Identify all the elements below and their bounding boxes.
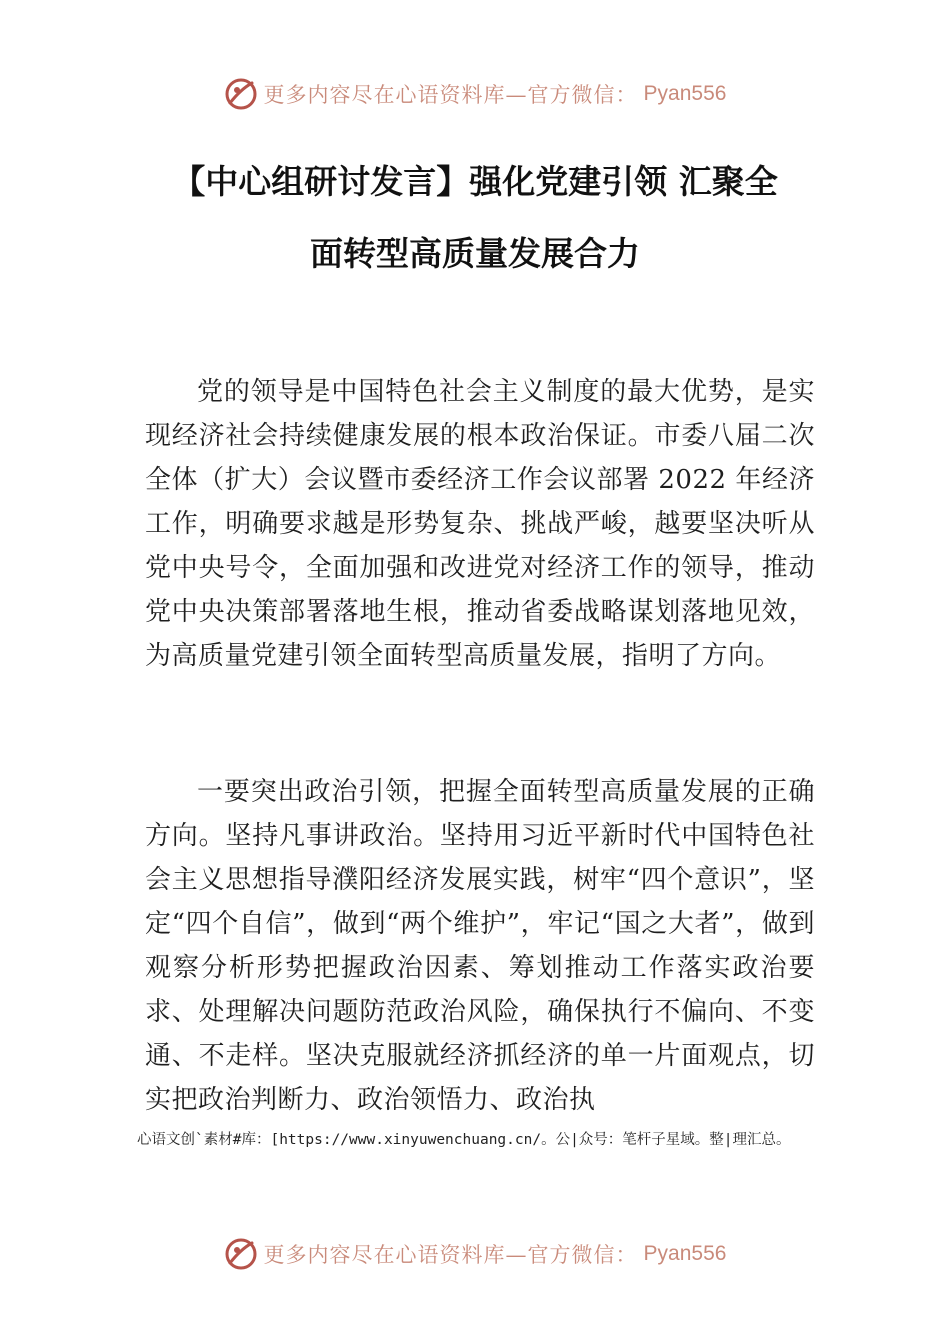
footer-wechat-id: Pyan556 xyxy=(643,1242,727,1265)
paragraph-1 xyxy=(145,370,815,678)
footer-banner xyxy=(0,1234,950,1274)
header-banner xyxy=(0,74,950,114)
page-title-line-1: 【中心组研讨发言】强化党建引领 汇聚全 xyxy=(172,162,778,201)
brand-logo-icon xyxy=(224,1237,258,1271)
paragraph-2-text: 一要突出政治引领，把握全面转型高质量发展的正确方向。坚持凡事讲政治。坚持用习近平新时代中国特色社会主义思想指导濮阳经济发展实践，树牢“四个意识”，坚定“四个自信”，做到“两个维护”，牢记“国之大者”，做到观察分析形势把握政治因素、筹划推动工作落实政治要求、处理解决问题防范政治风险，确保执行不偏向、不变通、不走样。坚决克服就经济抓经济的单一片面观点，切实把政治判断力、政治领悟力、政治执 xyxy=(145,777,815,1115)
footer-banner-text: 更多内容尽在心语资料库—官方微信： xyxy=(263,1243,638,1267)
page-title-line-2: 面转型高质量发展合力 xyxy=(310,234,640,273)
brand-logo-icon xyxy=(224,77,258,111)
source-footnote: 心语文创`素材#库：[https://www.xinyuwenchuang.cn/。公|众号：笔杆子星域。整|理汇总。 xyxy=(137,1132,791,1148)
paragraph-2 xyxy=(145,770,815,1122)
paragraph-1-text: 党的领导是中国特色社会主义制度的最大优势，是实现经济社会持续健康发展的根本政治保证。市委八届二次全体（扩大）会议暨市委经济工作会议部署 2022 年经济工作，明确要求越是形势复杂、挑战严峻，越要坚决听从党中央号令，全面加强和改进党对经济工作的领导，推动党中央决策部署落地生根，推动省委战略谋划落地见效，为高质量党建引领全面转型高质量发展，指明了方向。 xyxy=(145,377,815,671)
header-wechat-id: Pyan556 xyxy=(643,82,727,105)
header-banner-text: 更多内容尽在心语资料库—官方微信： xyxy=(263,83,638,107)
